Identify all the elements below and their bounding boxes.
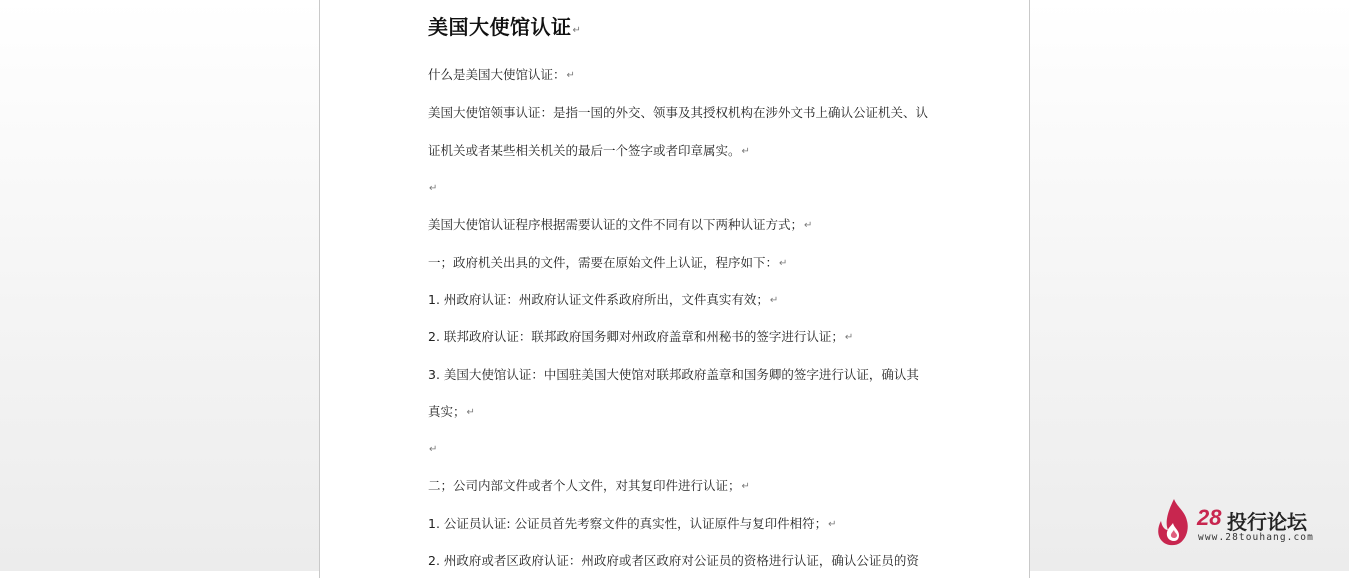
paragraph-mark: ↵ (429, 183, 438, 194)
document-line: 2. 州政府或者区政府认证：州政府或者区政府对公证员的资格进行认证，确认公证员的资 (428, 553, 919, 568)
document-line: 真实；↵ (428, 404, 475, 419)
document-line: 2. 联邦政府认证：联邦政府国务卿对州政府盖章和州秘书的签字进行认证；↵ (428, 329, 854, 344)
document-line: 一；政府机关出具的文件，需要在原始文件上认证，程序如下：↵ (428, 255, 788, 270)
flame-icon (1155, 497, 1193, 547)
document-line: 1. 公证员认证: 公证员首先考察文件的真实性，认证原件与复印件相符；↵ (428, 516, 837, 531)
document-line: 美国大使馆领事认证：是指一国的外交、领事及其授权机构在涉外文书上确认公证机关、认 (428, 105, 929, 120)
document-line: 美国大使馆认证程序根据需要认证的文件不同有以下两种认证方式；↵ (428, 217, 813, 232)
paragraph-mark: ↵ (566, 70, 575, 81)
document-line: 二；公司内部文件或者个人文件，对其复印件进行认证；↵ (428, 478, 750, 493)
document-line: 1. 州政府认证：州政府认证文件系政府所出，文件真实有效；↵ (428, 292, 779, 307)
paragraph-mark: ↵ (572, 25, 582, 36)
document-line: 证机关或者某些相关机关的最后一个签字或者印章属实。↵ (428, 143, 750, 158)
paragraph-mark: ↵ (429, 444, 438, 455)
logo-url: www.28touhang.com (1198, 532, 1314, 543)
paragraph-mark: ↵ (741, 481, 750, 492)
logo-name: 投行论坛 (1227, 510, 1307, 534)
paragraph-mark: ↵ (804, 220, 813, 231)
document-line: 3. 美国大使馆认证：中国驻美国大使馆对联邦政府盖章和国务卿的签字进行认证，确认其 (428, 367, 919, 382)
document-line (428, 180, 437, 197)
document-page (319, 0, 1030, 578)
document-line (428, 441, 437, 458)
paragraph-mark: ↵ (779, 258, 788, 269)
logo-number: 28 (1197, 505, 1222, 530)
paragraph-mark: ↵ (844, 332, 854, 343)
document-line: 什么是美国大使馆认证：↵ (428, 67, 575, 82)
paragraph-mark: ↵ (828, 519, 837, 530)
paragraph-mark: ↵ (769, 295, 779, 306)
document-title: 美国大使馆认证↵ (428, 15, 582, 39)
watermark-logo (1155, 497, 1325, 549)
paragraph-mark: ↵ (466, 407, 475, 418)
paragraph-mark: ↵ (741, 146, 750, 157)
